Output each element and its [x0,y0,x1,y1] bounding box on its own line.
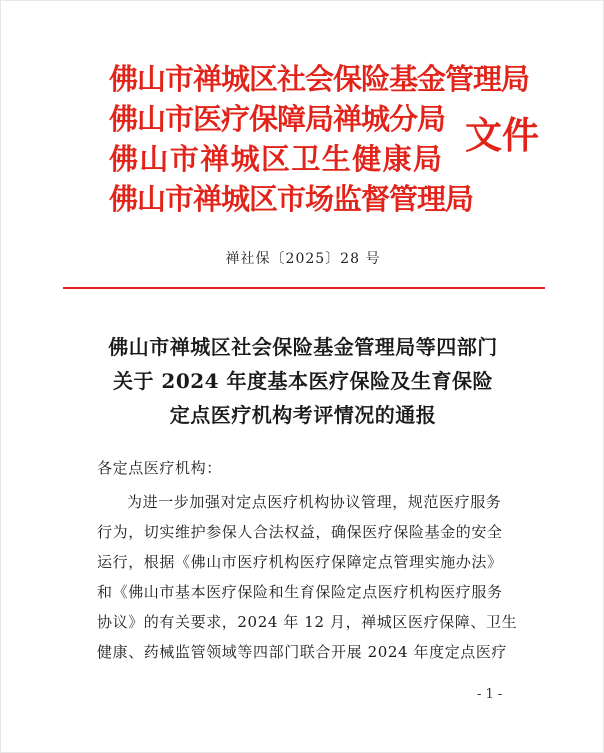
body-line-1: 为进一步加强对定点医疗机构协议管理，规范医疗服务 [127,493,502,511]
body-line-6: 健康、药械监管领域等四部门联合开展 2024 年度定点医疗 [97,643,508,661]
red-divider [63,287,545,289]
page-number: - 1 - [477,687,503,702]
title-line-1: 佛山市禅城区社会保险基金管理局等四部门 [108,335,498,359]
title-line-2: 关于 2024 年度基本医疗保险及生育保险 [112,369,494,393]
document-number: 禅社保〔2025〕28 号 [225,251,381,267]
body-line-3: 运行，根据《佛山市医疗机构医疗保障定点管理实施办法》 [97,553,503,571]
document-label: 文件 [465,113,539,157]
salutation: 各定点医疗机构： [97,459,222,477]
title-line-3: 定点医疗机构考评情况的通报 [169,403,437,427]
body-line-4: 和《佛山市基本医疗保险和生育保险定点医疗机构医疗服务 [97,583,503,601]
issuing-agency-1: 佛山市禅城区社会保险基金管理局 [109,62,530,96]
body-line-5: 协议》的有关要求，2024 年 12 月，禅城区医疗保障、卫生 [97,613,518,631]
issuing-agency-3: 佛山市禅城区卫生健康局 [109,142,441,176]
issuing-agency-4: 佛山市禅城区市场监督管理局 [109,182,474,216]
issuing-agency-2: 佛山市医疗保障局禅城分局 [109,102,446,136]
body-line-2: 行为，切实维护参保人合法权益，确保医疗保险基金的安全 [97,523,503,541]
